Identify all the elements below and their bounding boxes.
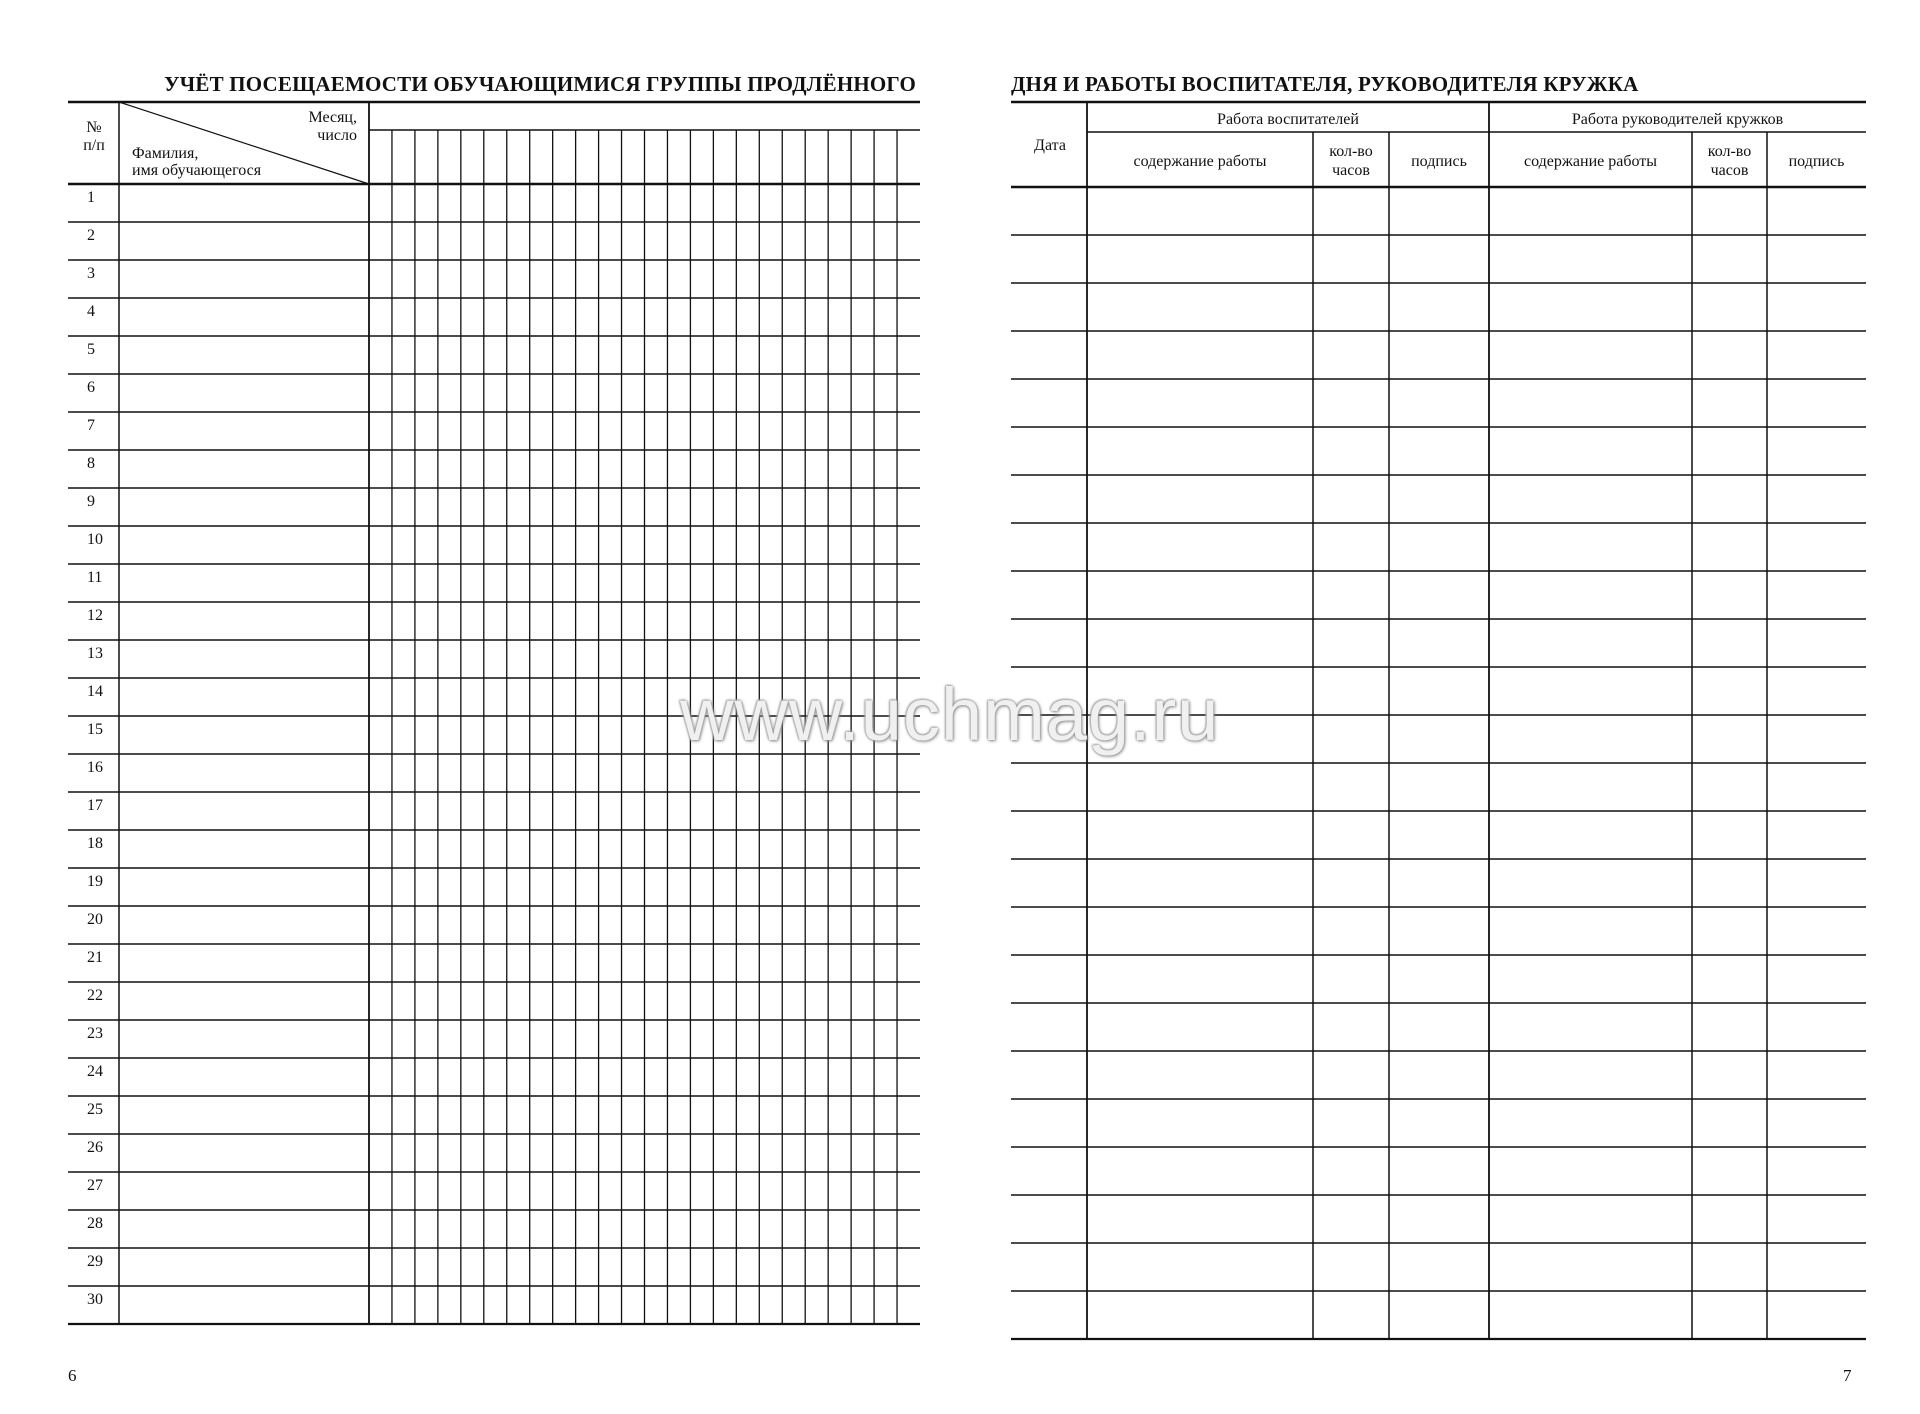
row-number: 30 bbox=[87, 1291, 103, 1308]
row-number: 4 bbox=[87, 303, 95, 320]
header-hours-label: часов bbox=[1332, 162, 1370, 179]
row-number: 15 bbox=[87, 721, 103, 738]
row-number: 23 bbox=[87, 1025, 103, 1042]
row-number: 24 bbox=[87, 1063, 103, 1080]
header-hours-label: часов bbox=[1710, 162, 1749, 179]
row-number: 19 bbox=[87, 873, 103, 890]
row-number: 20 bbox=[87, 911, 103, 928]
row-number: 11 bbox=[87, 569, 103, 586]
header-teachers-work: Работа воспитателей bbox=[1217, 111, 1359, 128]
header-day-label: число bbox=[317, 127, 357, 144]
row-number: 5 bbox=[87, 341, 95, 358]
header-signature: подпись bbox=[1788, 153, 1845, 170]
header-work-content: содержание работы bbox=[1133, 153, 1267, 170]
header-surname-label: Фамилия, bbox=[132, 145, 199, 162]
row-number: 3 bbox=[87, 265, 95, 282]
row-number: 25 bbox=[87, 1101, 103, 1118]
row-number: 12 bbox=[87, 607, 103, 624]
right-page-title: ДНЯ И РАБОТЫ ВОСПИТАТЕЛЯ, РУКОВОДИТЕЛЯ КРУЖКА bbox=[1011, 72, 1639, 96]
left-page-title: УЧЁТ ПОСЕЩАЕМОСТИ ОБУЧАЮЩИМИСЯ ГРУППЫ ПРОДЛЁННОГО bbox=[164, 72, 916, 96]
row-number: 7 bbox=[87, 417, 95, 434]
watermark: www.uchmag.ru bbox=[680, 673, 1220, 756]
row-number: 10 bbox=[87, 531, 103, 548]
row-number: 16 bbox=[87, 759, 103, 776]
row-number: 13 bbox=[87, 645, 103, 662]
row-number: 28 bbox=[87, 1215, 103, 1232]
row-number: 14 bbox=[87, 683, 103, 700]
header-club-leaders-work: Работа руководителей кружков bbox=[1571, 111, 1784, 128]
row-number: 22 bbox=[87, 987, 103, 1004]
header-name-label: имя обучающегося bbox=[132, 162, 262, 179]
header-work-content: содержание работы bbox=[1523, 153, 1658, 170]
row-number: 9 bbox=[87, 493, 95, 510]
header-signature: подпись bbox=[1411, 153, 1467, 170]
header-hours-count: кол-во bbox=[1707, 143, 1752, 160]
row-number: 26 bbox=[87, 1139, 103, 1156]
row-number: 1 bbox=[87, 189, 95, 206]
row-number: 6 bbox=[87, 379, 95, 396]
row-number: 27 bbox=[87, 1177, 103, 1194]
header-month-label: Месяц, bbox=[308, 109, 357, 126]
page-number-left: 6 bbox=[68, 1366, 77, 1385]
page-number-right: 7 bbox=[1843, 1366, 1852, 1385]
row-number: 17 bbox=[87, 797, 103, 814]
row-number: 8 bbox=[87, 455, 95, 472]
row-number: 29 bbox=[87, 1253, 103, 1270]
header-number-label: п/п bbox=[83, 137, 105, 154]
header-hours-count: кол-во bbox=[1329, 143, 1373, 160]
row-number: 2 bbox=[87, 227, 95, 244]
row-number: 21 bbox=[87, 949, 103, 966]
row-number: 18 bbox=[87, 835, 103, 852]
header-date: Дата bbox=[1034, 137, 1066, 154]
header-number-symbol: № bbox=[86, 119, 102, 136]
